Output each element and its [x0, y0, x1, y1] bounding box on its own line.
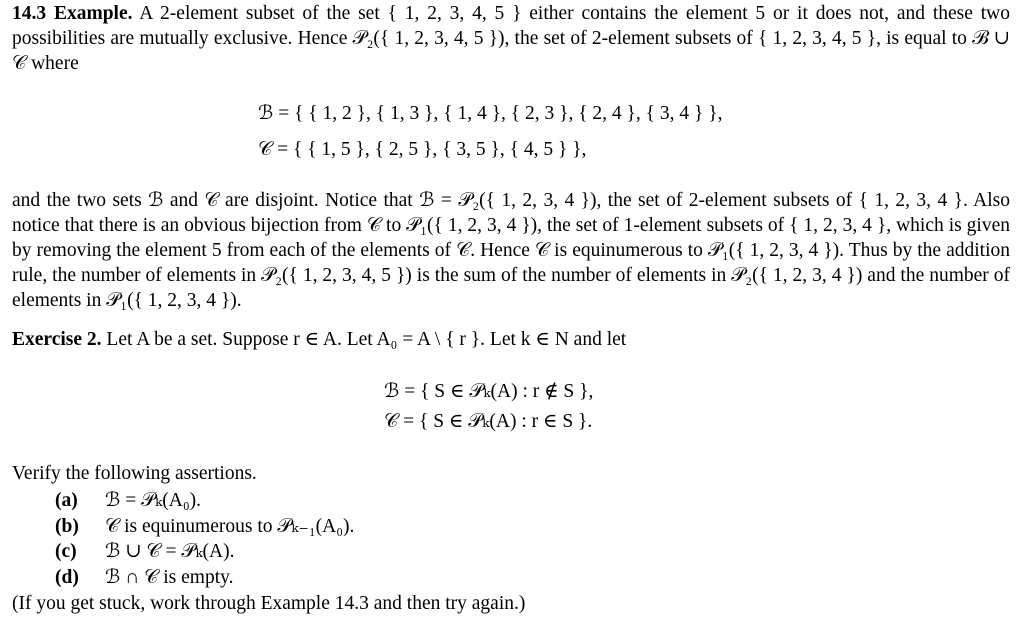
example-body-line-2: { 1, 2, 3, 4 }. Also notice that there is an obvious bijection from 𝒞 to 𝒫₁({ 1, 2, 3, 4 }), the set of 1-element [12, 190, 1011, 236]
example-heading: 14.3 Example. [12, 3, 133, 24]
exercise-heading: Exercise 2. [12, 329, 102, 350]
exercise-closing-note: (If you get stuck, work through Example 14.3 and then try again.) [12, 593, 526, 614]
assertion-text: ℬ = 𝒫ₖ(A₀). [105, 490, 201, 511]
example-paragraph [12, 1, 1010, 76]
assertion-item-a [55, 488, 201, 513]
assertion-text: ℬ ∩ 𝒞 is empty. [105, 567, 234, 588]
assertion-item-d [55, 565, 233, 590]
exercise-verify-text: Verify the following assertions. [12, 463, 257, 484]
example-body-line-3: subsets of { 1, 2, 3, 4 }, which is given by removing the element 5 from each of the elements of 𝒞. Hence 𝒞 is [12, 215, 1010, 261]
assertion-label: (d) [55, 567, 79, 588]
exercise-intro: Let A be a set. Suppose r ∈ A. Let A₀ = A \ { r }. Let k ∈ N and let [106, 329, 627, 350]
example-body-line-4: equinumerous to 𝒫₁({ 1, 2, 3, 4 }). Thus by the addition rule, the number of elements in 𝒫₂({ 1, 2, 3, 4, 5 }) [12, 240, 1011, 286]
example-intro-line-3: { 1, 2, 3, 4, 5 }, is equal to ℬ ∪ 𝒞 where [12, 28, 1010, 74]
example-display-B: ℬ = { { 1, 2 }, { 1, 3 }, { 1, 4 }, { 2, 3 }, { 2, 4 }, { 3, 4 } }, [258, 103, 723, 124]
assertion-label: (a) [55, 490, 78, 511]
assertion-text: 𝒞 is equinumerous to 𝒫ₖ₋₁(A₀). [105, 516, 355, 537]
example-display-C: 𝒞 = { { 1, 5 }, { 2, 5 }, { 3, 5 }, { 4, 5 } }, [258, 139, 587, 160]
assertion-label: (c) [55, 541, 77, 562]
example-body-line-5: is the sum of the number of elements in 𝒫₂({ 1, 2, 3, 4 }) and the number of elements in 𝒫₁({ 1, 2, 3, 4 }). [12, 265, 1010, 311]
assertion-label: (b) [55, 516, 79, 537]
example-intro-line-2: and these two possibilities are mutually exclusive. Hence 𝒫₂({ 1, 2, 3, 4, 5 }), the set of 2-element subsets of [12, 3, 1010, 49]
exercise-display-C: 𝒞 = { S ∈ 𝒫ₖ(A) : r ∈ S }. [384, 411, 593, 432]
exercise-paragraph [12, 327, 1010, 352]
exercise-display-B: ℬ = { S ∈ 𝒫ₖ(A) : r ∉ S }, [384, 381, 594, 402]
assertion-item-b [55, 514, 354, 539]
example-body-line-1: and the two sets ℬ and 𝒞 are disjoint. Notice that ℬ = 𝒫₂({ 1, 2, 3, 4 }), the set of 2-element subsets of [12, 190, 853, 211]
example-intro-line-1: A 2-element subset of the set { 1, 2, 3, 4, 5 } either contains the element 5 or it does not, [139, 3, 890, 24]
assertion-text: ℬ ∪ 𝒞 = 𝒫ₖ(A). [105, 541, 235, 562]
assertion-item-c [55, 539, 235, 564]
example-body-paragraph [12, 188, 1010, 313]
